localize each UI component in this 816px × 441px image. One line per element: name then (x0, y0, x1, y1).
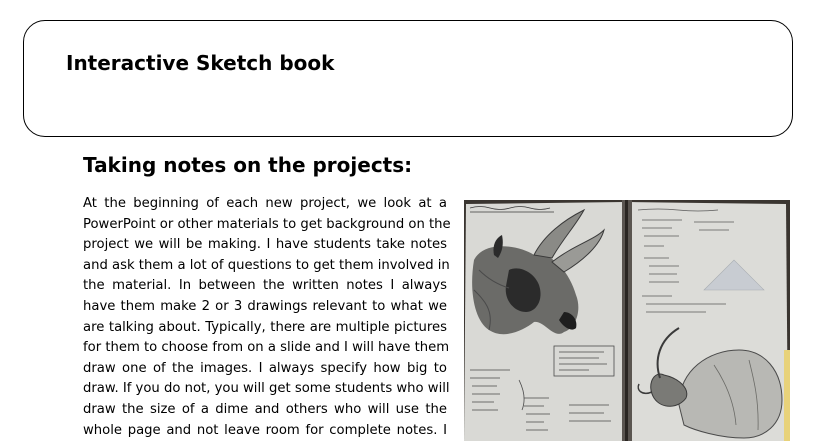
section-heading: Taking notes on the projects: (83, 153, 413, 177)
body-line: and ask them a lot of questions to get them involved in (83, 257, 450, 273)
body-line: At the beginning of each new project, we look at a (83, 196, 447, 211)
body-line: draw. If you do not, you will get some students who will (83, 381, 450, 397)
body-line: draw the size of a dime and others who will use the (83, 401, 447, 417)
title-box (23, 20, 793, 137)
body-line: for them to choose from on a slide and I will have them (83, 340, 450, 356)
body-line: the material. In between the written notes I always (83, 278, 447, 294)
page-title: Interactive Sketch book (66, 51, 335, 75)
body-line: project we will be making. I have students take notes (83, 237, 447, 253)
body-line: draw one of the images. I always specify how big to (83, 360, 447, 376)
sketchbook-image (464, 200, 790, 441)
body-line: are talking about. Typically, there are multiple pictures (83, 319, 447, 335)
body-paragraph (83, 194, 451, 441)
page-tab (784, 350, 790, 441)
body-line: PowerPoint or other materials to get background on the (83, 216, 451, 232)
sketchbook-photo (464, 200, 790, 441)
body-line: whole page and not leave room for complete notes. I (83, 422, 447, 438)
body-line: have them make 2 or 3 drawings relevant to what we (83, 298, 447, 314)
